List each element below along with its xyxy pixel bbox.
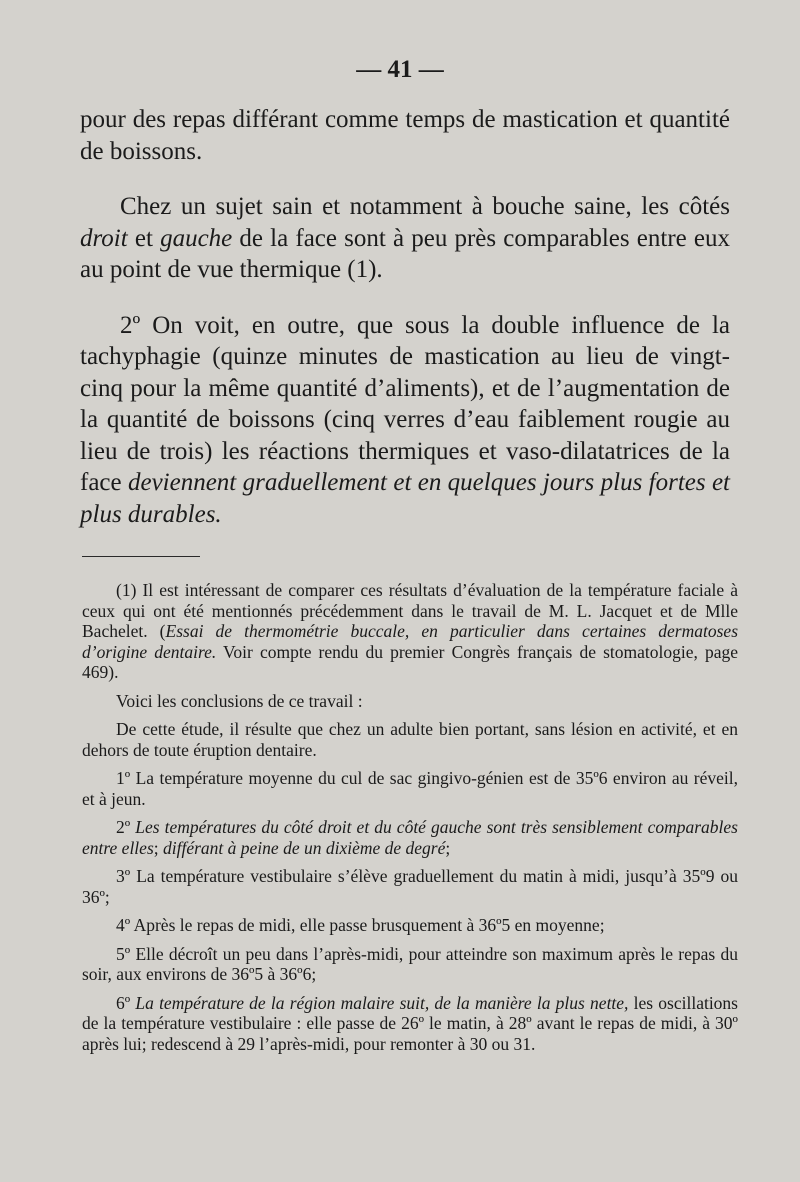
footnote-separator: [82, 556, 200, 558]
paragraph-1: pour des repas différant comme temps de mastication et quantité de boissons.: [80, 106, 730, 165]
footnote-point-2: 2º Les températures du côté droit et du côté gauche sont très sensiblement comparables entre elles; différant à peine de un dixième de degré;: [82, 817, 738, 858]
footnote: [82, 580, 738, 1062]
paragraph-2: Chez un sujet sain et notamment à bouche saine, les côtés droit et gauche de la face sont à peu près comparables entre eux au point de vue thermique (1).: [80, 193, 730, 283]
emphasis-droit: droit: [80, 224, 128, 252]
emphasis-conclusion: deviennent graduellement et en quelques jours plus fortes et plus durables.: [80, 469, 730, 528]
paragraph-3: 2º On voit, en outre, que sous la double influence de la tachyphagie (quinze minutes de mastication au lieu de vingt-cinq pour la même quantité d’aliments), et de l’augmentation de la quantité de boissons (cinq verres d’eau faiblement rougie au lieu de trois) les réactions thermiques et vaso-dilatatrices de la face deviennent graduellement et en quelques jours plus fortes et plus durables.: [80, 311, 730, 528]
page-number: — 41 —: [356, 56, 444, 83]
footnote-point-1: 1º La température moyenne du cul de sac gingivo-génien est de 35º6 environ au réveil, et à jeun.: [82, 768, 738, 809]
footnote-point-5: 5º Elle décroît un peu dans l’après-midi, pour atteindre son maximum après le repas du soir, aux environs de 36º5 à 36º6;: [82, 943, 738, 984]
footnote-intro: Voici les conclusions de ce travail :: [116, 690, 363, 711]
footnote-title: Essai de thermométrie buccale, en particulier dans certaines dermatoses d’origine dentaire.: [82, 621, 739, 662]
footnote-1: (1) Il est intéressant de comparer ces résultats d’évaluation de la température faciale à ceux qui ont été mentionnés précédemment dans le travail de M. L. Jacquet et de Mlle Bachelet. (Essai de thermométrie buccale, en particulier dans certaines dermatoses d’origine dentaire. Voir compte rendu du premier Congrès français de stomatologie, page 469).: [82, 580, 739, 682]
footnote-point-4: 4º Après le repas de midi, elle passe brusquement à 36º5 en moyenne;: [116, 915, 605, 935]
emphasis-gauche: gauche: [160, 224, 233, 252]
footnote-point-6: 6º La température de la région malaire suit, de la manière la plus nette, les oscillations de la température vestibulaire : elle passe de 26º le matin, à 28º avant le repas de midi, à 30º après lui; redescend à 29 l’après-midi, pour remonter à 30 ou 31.: [82, 992, 738, 1054]
footnote-point-3: 3º La température vestibulaire s’élève graduellement du matin à midi, jusqu’à 35º9 ou 36º;: [82, 866, 738, 907]
footnote-study: De cette étude, il résulte que chez un adulte bien portant, sans lésion en activité, et en dehors de toute éruption dentaire.: [82, 719, 738, 760]
main-text: [80, 104, 730, 554]
